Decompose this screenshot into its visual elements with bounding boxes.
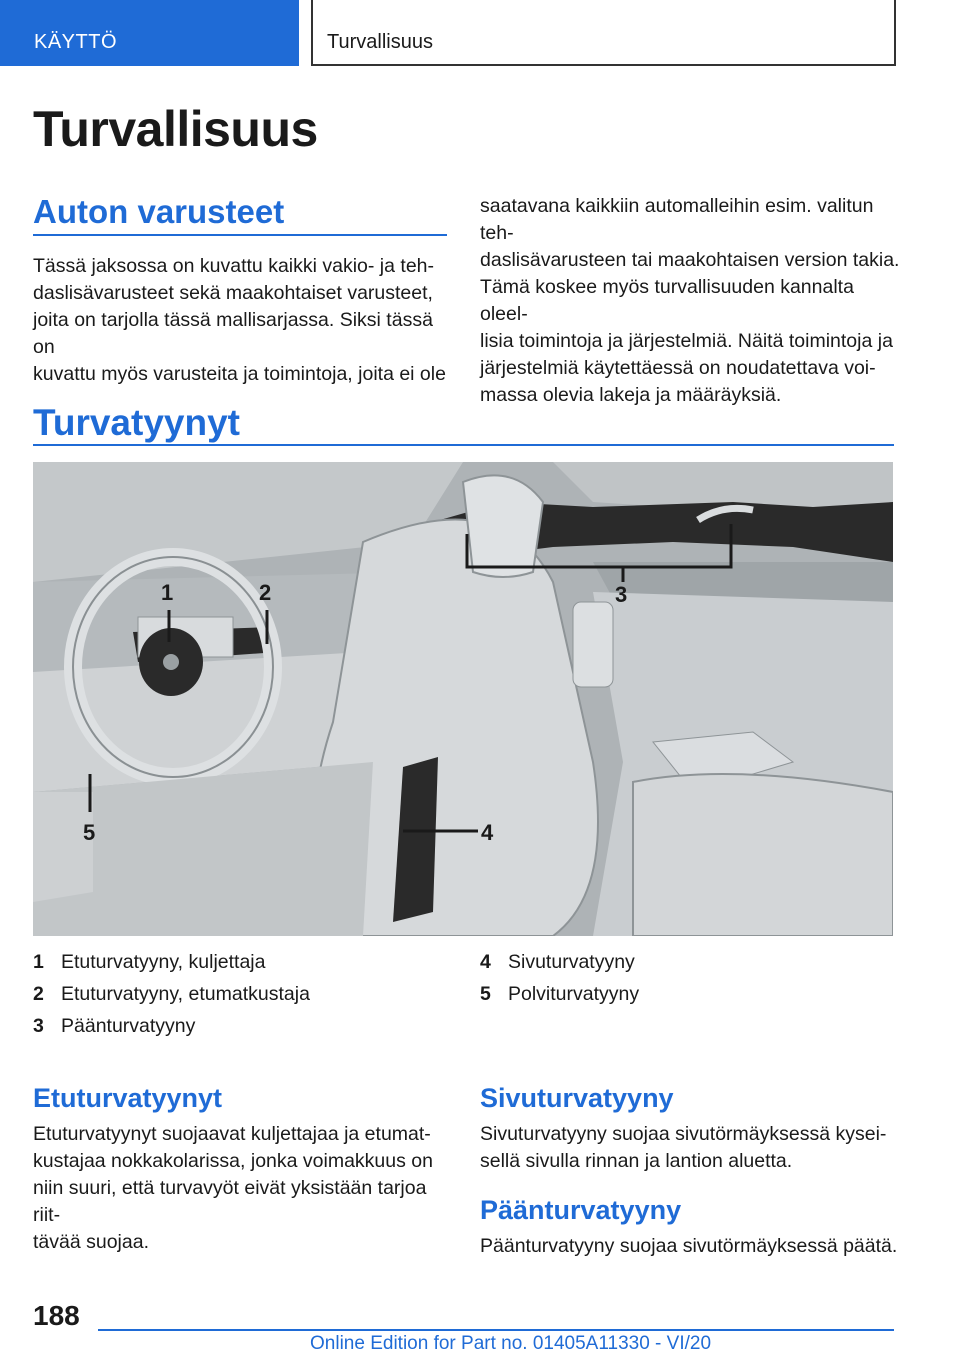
front-airbags-line: niin suuri, että turvavyöt eivät yksistään tarjoa riit- (33, 1177, 427, 1226)
equipment-col1-line: kuvattu myös varusteita ja toimintoja, joita ei ole (33, 363, 446, 385)
legend-text: Sivuturvatyyny (508, 951, 635, 973)
equipment-col1-line: Tässä jaksossa on kuvattu kaikki vakio- ja teh- (33, 255, 435, 277)
chapter-tab-label: Turvallisuus (327, 31, 433, 53)
page-number: 188 (33, 1300, 80, 1331)
section-tab-label: KÄYTTÖ (34, 31, 118, 53)
head-airbag-line: Päänturvatyyny suojaa sivutörmäyksessä päätä. (480, 1235, 898, 1257)
legend-text: Etuturvatyyny, etumatkustaja (61, 983, 310, 1005)
equipment-col1 (33, 253, 453, 388)
head-airbag-heading: Päänturvatyyny (480, 1195, 682, 1225)
airbags-rule (33, 444, 894, 446)
front-airbags-text (33, 1121, 453, 1256)
equipment-col2 (480, 193, 900, 409)
section-tab[interactable] (0, 0, 299, 66)
callout-3: 3 (615, 582, 628, 607)
head-airbag-text (480, 1233, 900, 1260)
legend-number: 4 (480, 951, 491, 973)
legend-item (33, 946, 310, 978)
edition-text: Online Edition for Part no. 01405A11330 - VI/20 (310, 1333, 712, 1354)
front-airbags-line: tävää suojaa. (33, 1231, 150, 1253)
chapter-tab[interactable] (311, 0, 896, 66)
side-airbag-heading: Sivuturvatyyny (480, 1083, 674, 1113)
legend-text: Polviturvatyyny (508, 983, 640, 1005)
equipment-col1-line: joita on tarjolla tässä mallisarjassa. Siksi tässä on (33, 309, 433, 358)
legend-number: 5 (480, 983, 491, 1005)
legend-right (480, 946, 639, 1010)
callout-2: 2 (259, 580, 272, 605)
equipment-col2-line: lisia toimintoja ja järjestelmiä. Näitä toimintoja ja (480, 330, 893, 352)
equipment-col1-line: daslisävarusteet sekä maakohtaiset varusteet, (33, 282, 433, 304)
footer-rule (98, 1329, 894, 1331)
legend-item (33, 1010, 310, 1042)
legend-text: Etuturvatyyny, kuljettaja (61, 951, 266, 973)
front-airbags-heading: Etuturvatyynyt (33, 1083, 223, 1113)
equipment-col2-line: massa olevia lakeja ja määräyksiä. (480, 384, 782, 406)
legend-item (33, 978, 310, 1010)
equipment-col2-line: daslisävarusteen tai maakohtaisen version takia. (480, 249, 900, 271)
side-airbag-line: sellä sivulla rinnan ja lantion aluetta. (480, 1150, 793, 1172)
front-airbags-line: Etuturvatyynyt suojaavat kuljettajaa ja etumat- (33, 1123, 431, 1145)
callout-1: 1 (161, 580, 174, 605)
legend-item (480, 978, 639, 1010)
equipment-col2-line: järjestelmiä käytettäessä on noudatettava voi- (480, 357, 876, 379)
legend-number: 2 (33, 983, 44, 1005)
legend-left (33, 946, 310, 1042)
callout-4: 4 (481, 820, 494, 845)
equipment-col2-line: saatavana kaikkiin automalleihin esim. valitun teh- (480, 195, 874, 244)
page-title: Turvallisuus (33, 101, 318, 157)
legend-text: Päänturvatyyny (61, 1015, 196, 1037)
equipment-heading: Auton varusteet (33, 193, 285, 230)
legend-item (480, 946, 639, 978)
front-airbags-line: kustajaa nokkakolarissa, jonka voimakkuus on (33, 1150, 433, 1172)
side-airbag-line: Sivuturvatyyny suojaa sivutörmäyksessä kysei- (480, 1123, 887, 1145)
callout-5: 5 (83, 820, 96, 845)
equipment-rule (33, 234, 447, 236)
airbag-illustration (33, 462, 893, 936)
legend-number: 1 (33, 951, 44, 973)
airbags-heading: Turvatyynyt (33, 402, 240, 443)
side-airbag-text (480, 1121, 900, 1175)
equipment-col2-line: Tämä koskee myös turvallisuuden kannalta oleel- (480, 276, 854, 325)
legend-number: 3 (33, 1015, 44, 1037)
